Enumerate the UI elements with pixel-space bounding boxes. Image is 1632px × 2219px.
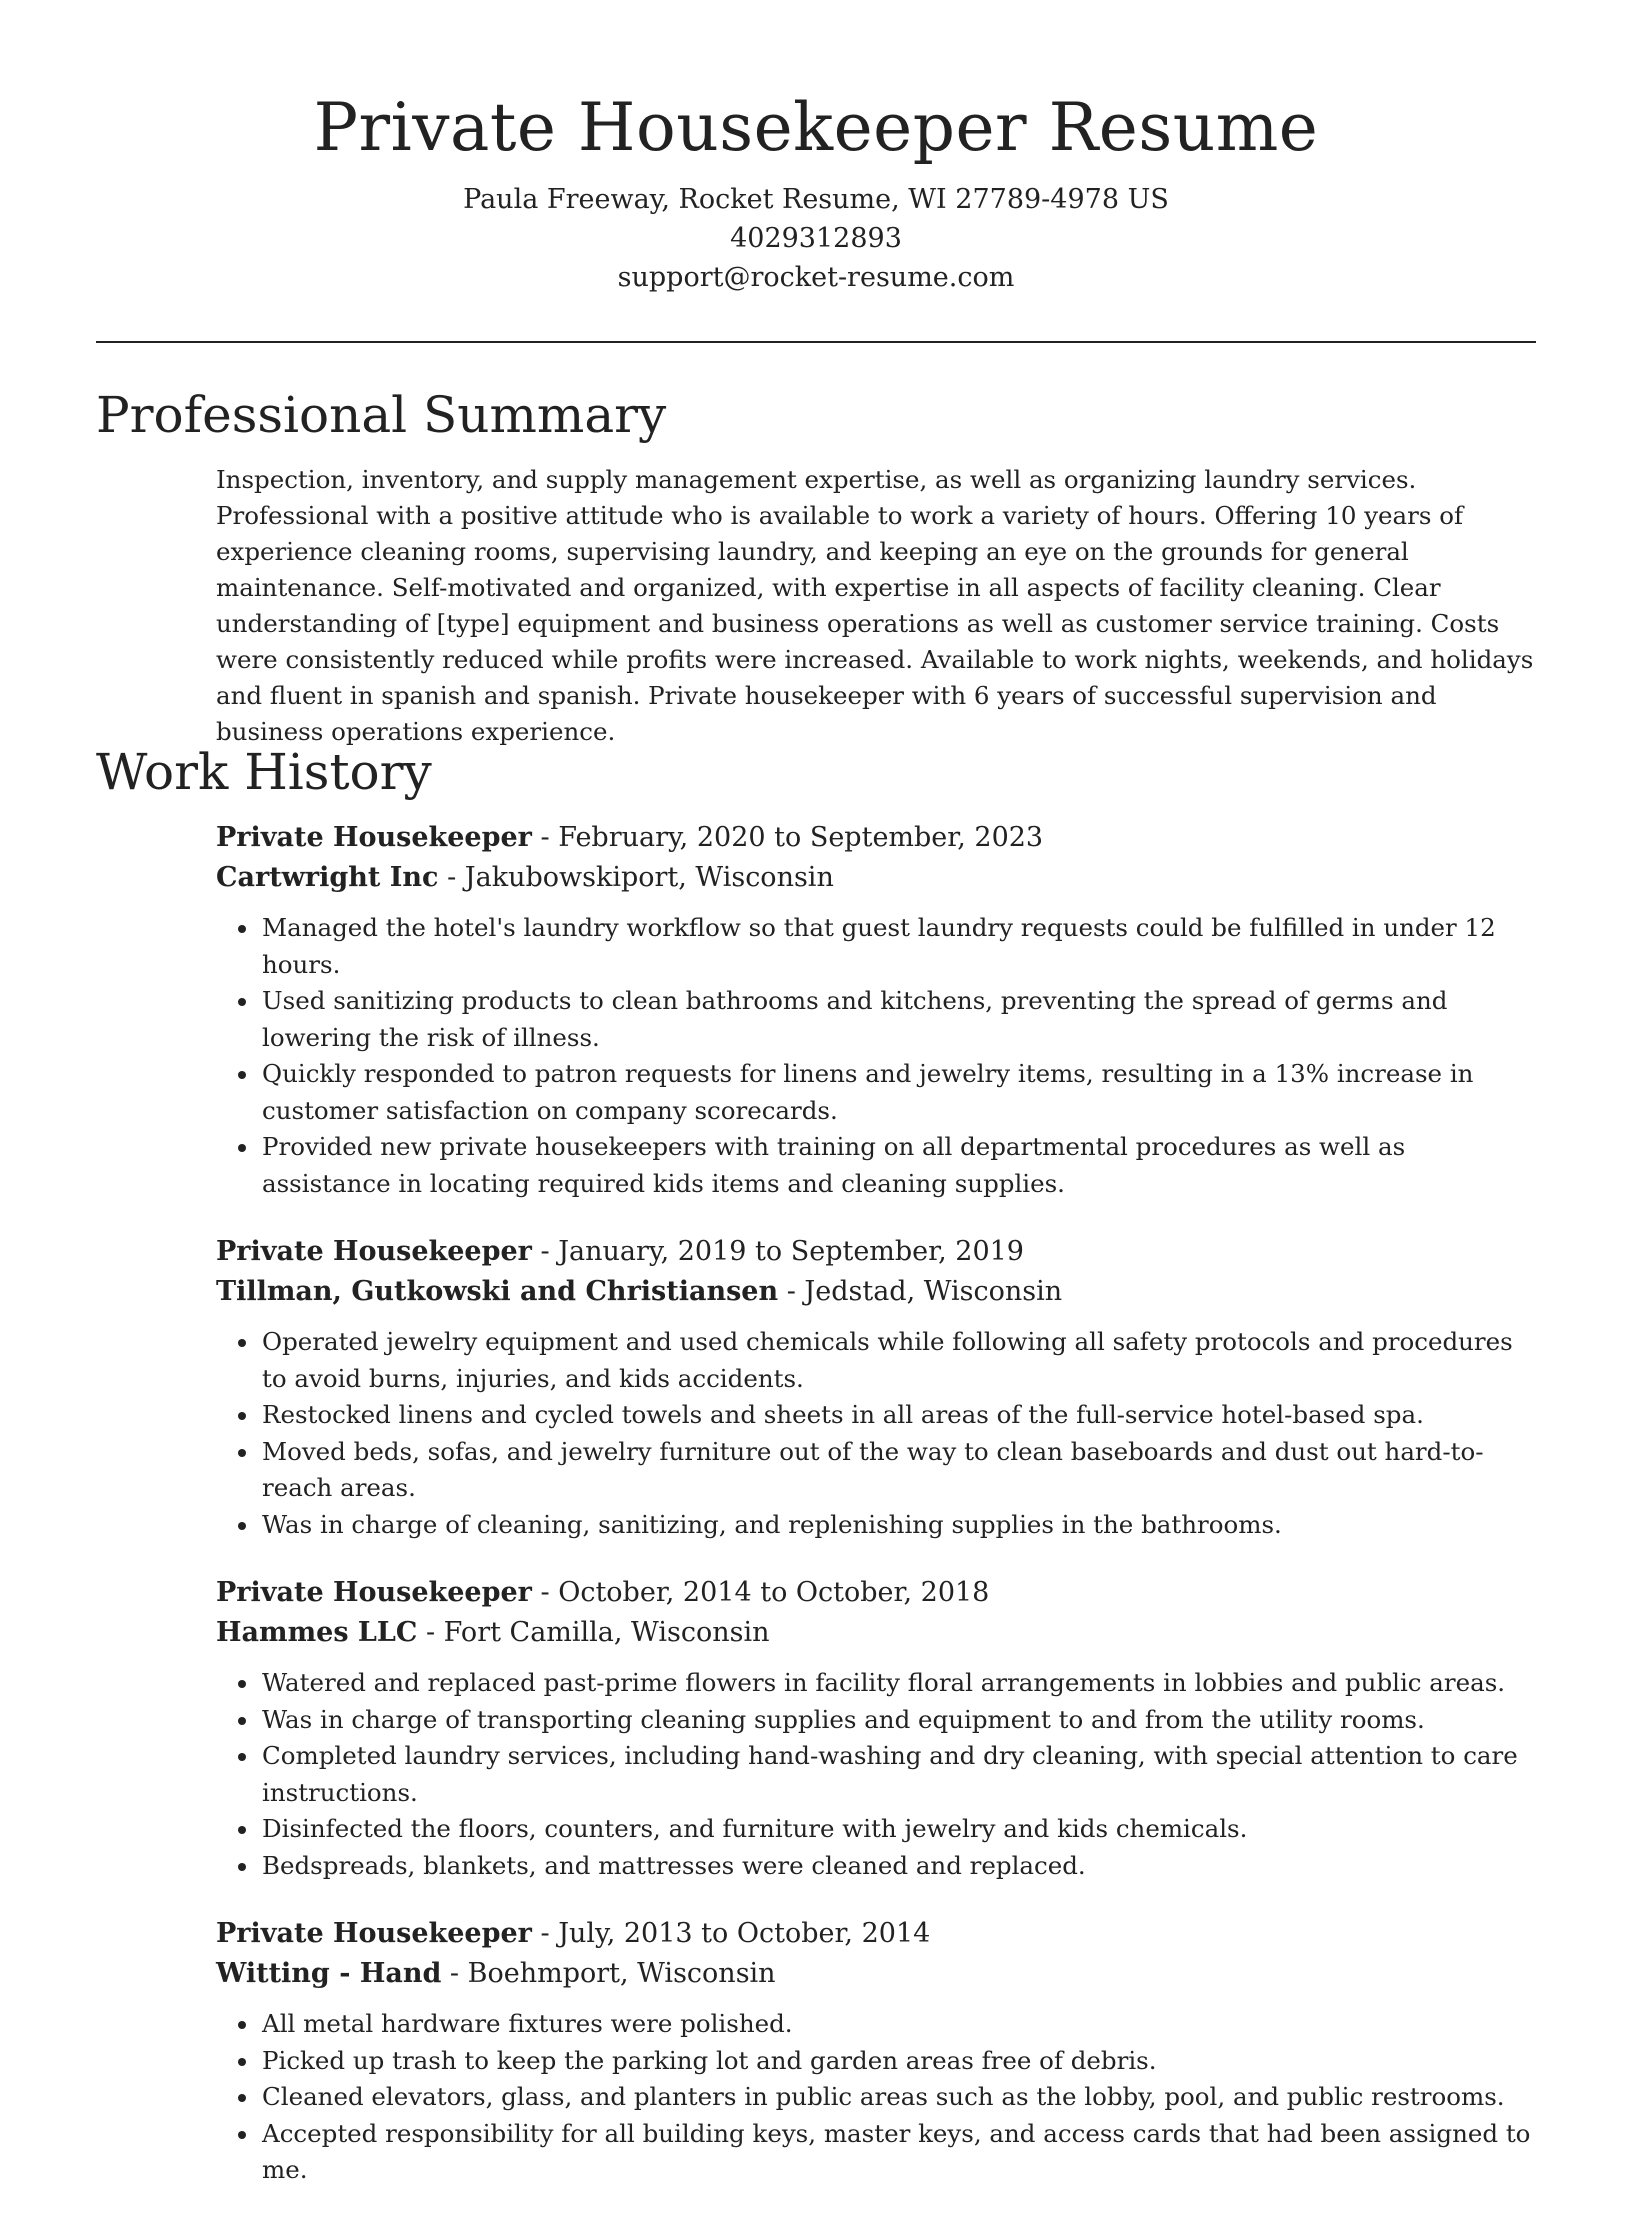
duty-item: • All metal hardware fixtures were polished. xyxy=(260,2006,1536,2043)
job-title-line xyxy=(216,818,1536,858)
summary-heading: Professional Summary xyxy=(96,386,667,444)
job-duties xyxy=(216,2006,1536,2189)
duty-item: • Provided new private housekeepers with training on all departmental procedures as well as assistance in locating required kids items and cleaning supplies. xyxy=(260,1129,1536,1202)
job-title-line xyxy=(216,1914,1536,1954)
duty-item: • Was in charge of transporting cleaning supplies and equipment to and from the utility rooms. xyxy=(260,1702,1536,1739)
duty-item: • Was in charge of cleaning, sanitizing, and replenishing supplies in the bathrooms. xyxy=(260,1507,1536,1544)
job-role: Private Housekeeper xyxy=(216,1236,532,1267)
job-dates: - October, 2014 to October, 2018 xyxy=(531,1577,990,1608)
duty-item: • Restocked linens and cycled towels and sheets in all areas of the full-service hotel-based spa. xyxy=(260,1397,1536,1434)
contact-address: Paula Freeway, Rocket Resume, WI 27789-4978 US xyxy=(463,184,1169,215)
job-company: Tillman, Gutkowski and Christiansen xyxy=(216,1276,779,1307)
job-company: Witting - Hand xyxy=(216,1958,442,1989)
duty-item: • Used sanitizing products to clean bathrooms and kitchens, preventing the spread of germs and lowering the risk of illness. xyxy=(260,983,1536,1056)
job-company: Hammes LLC xyxy=(216,1617,418,1648)
contact-email: support@rocket-resume.com xyxy=(617,262,1015,293)
job-duties xyxy=(216,1324,1536,1543)
duty-item: • Disinfected the floors, counters, and furniture with jewelry and kids chemicals. xyxy=(260,1811,1536,1848)
job-location: - Jedstad, Wisconsin xyxy=(778,1276,1063,1307)
summary-text: Inspection, inventory, and supply management expertise, as well as organizing laundry services. Professional with a positive attitude who is available to work a variety of hours. Offering 10 years of experience cleaning rooms, supervising laundry, and keeping an eye on the grounds for general maintenance. Self-motivated and organized, with expertise in all aspects of facility cleaning. Clear understanding of [type] equipment and business operations as well as customer service training. Costs were consistently reduced while profits were increased. Available to work nights, weekends, and holidays and fluent in spanish and spanish. Private housekeeper with 6 years of successful supervision and business operations experience. xyxy=(216,465,1534,746)
job-role: Private Housekeeper xyxy=(216,1577,532,1608)
job-company-line xyxy=(216,1272,1536,1312)
job-title-line xyxy=(216,1573,1536,1613)
resume-title: Private Housekeeper Resume xyxy=(313,89,1319,166)
header-divider xyxy=(96,341,1536,343)
duty-item: • Picked up trash to keep the parking lot and garden areas free of debris. xyxy=(260,2043,1536,2080)
duty-item: • Cleaned elevators, glass, and planters in public areas such as the lobby, pool, and public restrooms. xyxy=(260,2079,1536,2116)
job-location: - Jakubowskiport, Wisconsin xyxy=(438,862,834,893)
job-company-line xyxy=(216,1613,1536,1653)
duty-item: • Quickly responded to patron requests for linens and jewelry items, resulting in a 13% increase in customer satisfaction on company scorecards. xyxy=(260,1056,1536,1129)
work-history-list xyxy=(216,818,1536,2219)
job-role: Private Housekeeper xyxy=(216,1918,532,1949)
duty-item: • Completed laundry services, including hand-washing and dry cleaning, with special attention to care instructions. xyxy=(260,1738,1536,1811)
job-entry xyxy=(216,1914,1536,2189)
job-role: Private Housekeeper xyxy=(216,822,532,853)
duty-item: • Bedspreads, blankets, and mattresses were cleaned and replaced. xyxy=(260,1848,1536,1885)
contact-info xyxy=(96,180,1536,297)
duty-item: • Managed the hotel's laundry workflow so that guest laundry requests could be fulfilled in under 12 hours. xyxy=(260,910,1536,983)
job-company-line xyxy=(216,858,1536,898)
duty-item: • Watered and replaced past-prime flowers in facility floral arrangements in lobbies and public areas. xyxy=(260,1665,1536,1702)
work-history-heading: Work History xyxy=(96,743,432,801)
duty-item: • Accepted responsibility for all building keys, master keys, and access cards that had been assigned to me. xyxy=(260,2116,1536,2189)
job-dates: - February, 2020 to September, 2023 xyxy=(531,822,1044,853)
job-entry xyxy=(216,1232,1536,1543)
job-title-line xyxy=(216,1232,1536,1272)
duty-item: • Moved beds, sofas, and jewelry furniture out of the way to clean baseboards and dust out hard-to-reach areas. xyxy=(260,1434,1536,1507)
duty-item: • Operated jewelry equipment and used chemicals while following all safety protocols and procedures to avoid burns, injuries, and kids accidents. xyxy=(260,1324,1536,1397)
job-dates: - January, 2019 to September, 2019 xyxy=(531,1236,1024,1267)
job-location: - Boehmport, Wisconsin xyxy=(441,1958,776,1989)
contact-phone: 4029312893 xyxy=(730,223,902,254)
job-entry xyxy=(216,1573,1536,1884)
job-dates: - July, 2013 to October, 2014 xyxy=(531,1918,931,1949)
resume-header xyxy=(96,82,1536,297)
job-company-line xyxy=(216,1954,1536,1994)
job-entry xyxy=(216,818,1536,1202)
job-company: Cartwright Inc xyxy=(216,862,439,893)
job-duties xyxy=(216,1665,1536,1884)
job-duties xyxy=(216,910,1536,1202)
job-location: - Fort Camilla, Wisconsin xyxy=(417,1617,770,1648)
